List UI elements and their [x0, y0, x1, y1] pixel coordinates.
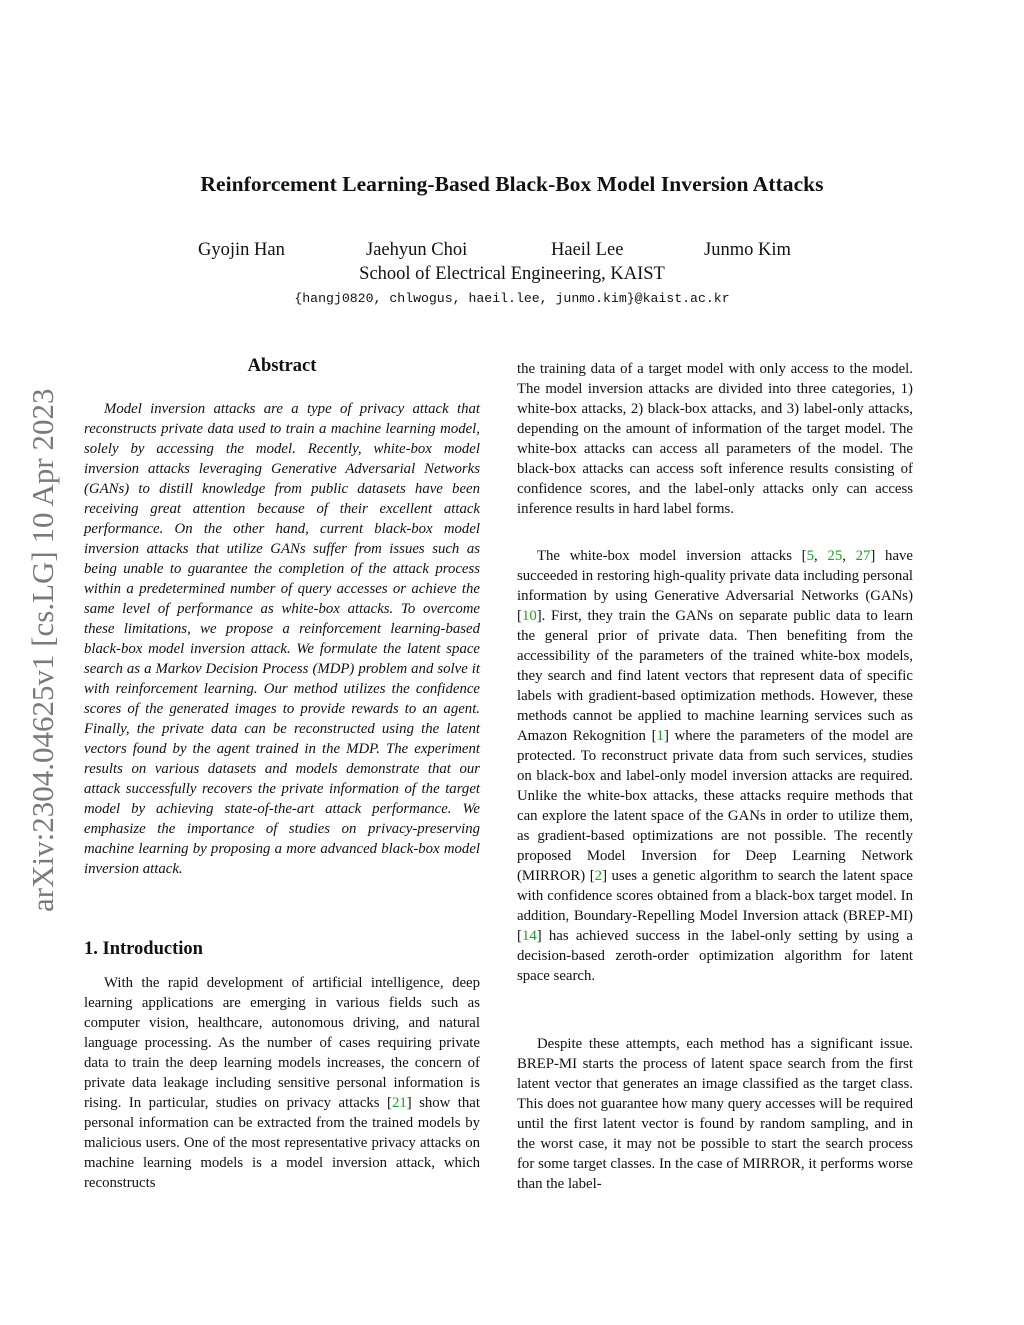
- text-run: ,: [842, 548, 856, 564]
- citation-link[interactable]: 21: [391, 1095, 407, 1112]
- text-run: ,: [814, 548, 828, 564]
- author-name: Junmo Kim: [704, 240, 791, 260]
- section-heading: 1. Introduction: [84, 939, 203, 959]
- citation-link[interactable]: 5: [806, 548, 815, 564]
- text-run: ] show that personal information can be extracted from the trained models by malicious users. One of the most representative privacy attacks on machine learning models is a model inversion attack, which reconstructs: [84, 1095, 480, 1192]
- text-run: ] uses a genetic algorithm to search the latent space with confidence scores obtained from a black-box target model. In addition, Boundary-Repelling Model Inversion attack (BREP-MI) [: [517, 868, 913, 945]
- citation-link[interactable]: 1: [656, 728, 664, 745]
- text-run: ] where the parameters of the model are protected. To reconstruct private data from such services, studies on black-box and label-only model inversion attacks are required. Unlike the white-box attacks, these attacks require methods that can explore the latent space of the GANs in order to utilize them, as gradient-based optimizations are not possible. The recently proposed Model Inversion for Deep Learning Network (MIRROR) [: [517, 728, 913, 885]
- arxiv-stamp: arXiv:2304.04625v1 [cs.LG] 10 Apr 2023: [25, 388, 60, 912]
- text-run: The white-box model inversion attacks [: [537, 548, 807, 564]
- citation-link[interactable]: 25: [827, 548, 843, 564]
- author-emails: {hangj0820, chlwogus, haeil.lee, junmo.kim}@kaist.ac.kr: [294, 291, 730, 306]
- paper-title: Reinforcement Learning-Based Black-Box Model Inversion Attacks: [200, 172, 824, 196]
- text-run: ] have succeeded in restoring high-quality private data including personal information by using Generative Adversarial Networks (GANs) [: [517, 548, 913, 625]
- affiliation: School of Electrical Engineering, KAIST: [359, 264, 665, 284]
- text-run: ]. First, they train the GANs on separate public data to learn the general prior of private data. Then benefiting from the accessibility of the parameters of the trained white-box models, they search and find latent vectors that represent data of specific labels with gradient-based optimization methods. However, these methods cannot be applied to machine learning services such as Amazon Rekognition [: [517, 608, 913, 745]
- intro-paragraph-1: [84, 973, 480, 1193]
- author-name: Gyojin Han: [198, 240, 285, 260]
- author-name: Jaehyun Choi: [366, 240, 468, 260]
- citation-link[interactable]: 27: [855, 548, 871, 564]
- citation-link[interactable]: 2: [594, 868, 603, 885]
- intro-paragraph-1-continued: the training data of a target model with only access to the model. The model inversion attacks are divided into three categories, 1) white-box attacks, 2) black-box attacks, and 3) label-only attacks, depending on the amount of information of the target model. The white-box attacks can access all parameters of the model. The black-box attacks can access soft inference results consisting of confidence scores, and the label-only attacks only can access inference results in hard label forms.: [517, 361, 913, 518]
- intro-paragraph-2: [517, 546, 913, 986]
- abstract-heading: Abstract: [247, 356, 317, 376]
- citation-link[interactable]: 10: [521, 608, 537, 625]
- citation-link[interactable]: 14: [521, 928, 537, 945]
- text-run: With the rapid development of artificial intelligence, deep learning applications are emerging in various fields such as computer vision, healthcare, autonomous driving, and natural language processing. As the number of cases requiring private data to train the deep learning models increases, the concern of private data leakage including sensitive personal information is rising. In particular, studies on privacy attacks [: [84, 975, 480, 1112]
- abstract-text: Model inversion attacks are a type of privacy attack that reconstructs private data used to train a machine learning model, solely by accessing the model. Recently, white-box model inversion attacks leveraging Generative Adversarial Networks (GANs) to distill knowledge from public datasets have been receiving great attention because of their excellent attack performance. On the other hand, current black-box model inversion attacks that utilize GANs suffer from issues such as being unable to guarantee the completion of the attack process within a predetermined number of query accesses or achieve the same level of performance as white-box attacks. To overcome these limitations, we propose a reinforcement learning-based black-box model inversion attack. We formulate the latent space search as a Markov Decision Process (MDP) problem and solve it with reinforcement learning. Our method utilizes the confidence scores of the generated images to provide rewards to an agent. Finally, the private data can be reconstructed using the latent vectors found by the agent trained in the MDP. The experiment results on various datasets and models demonstrate that our attack successfully recovers the private information of the target model by achieving state-of-the-art attack performance. We emphasize the importance of studies on privacy-preserving machine learning by proposing a more advanced black-box model inversion attack.: [84, 401, 480, 878]
- intro-paragraph-3: Despite these attempts, each method has a significant issue. BREP-MI starts the process of latent space search from the first latent vector that generates an image classified as the target class. This does not guarantee how many query accesses will be required until the first latent vector is found by random sampling, and in the worst case, it may not be possible to start the search process for some target classes. In the case of MIRROR, it performs worse than the label-: [517, 1036, 913, 1193]
- text-run: ] has achieved success in the label-only setting by using a decision-based zeroth-order optimization algorithm for latent space search.: [517, 928, 913, 985]
- author-name: Haeil Lee: [551, 240, 624, 260]
